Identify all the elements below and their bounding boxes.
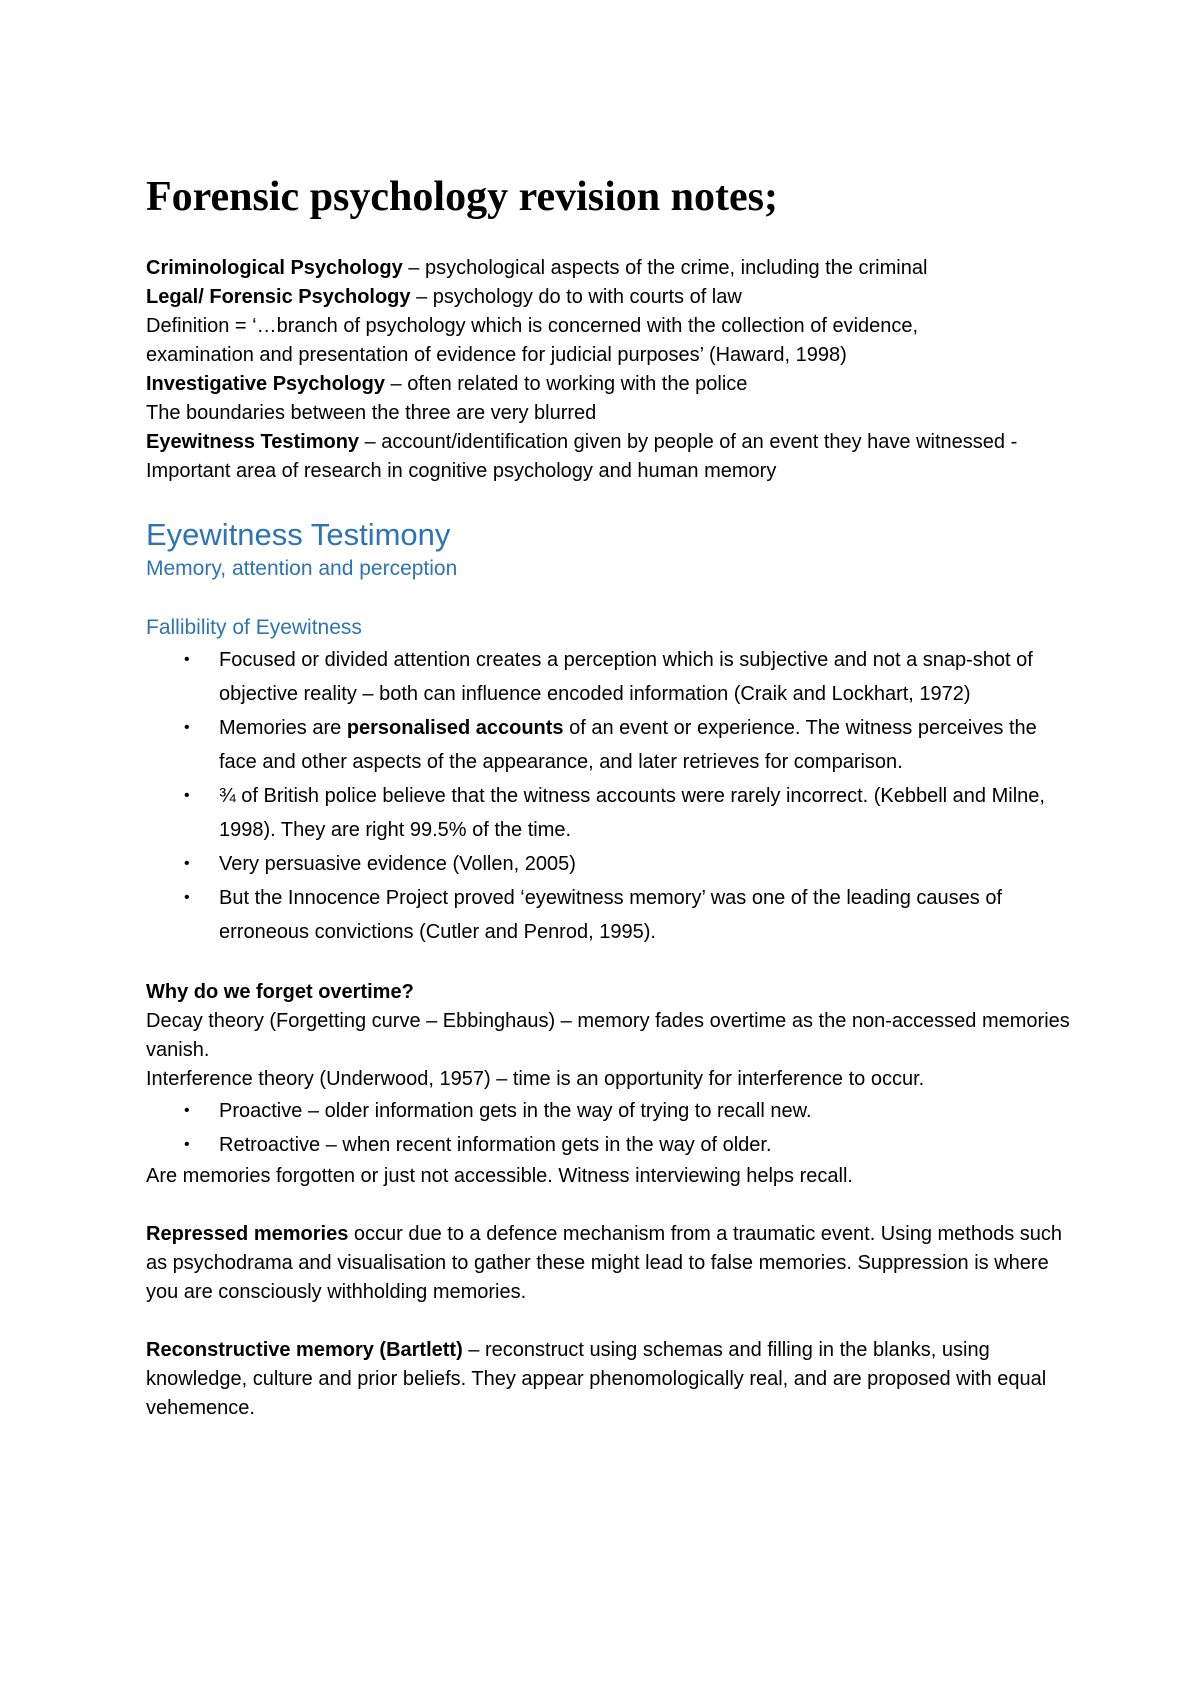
term-criminological: Criminological Psychology — [146, 257, 403, 279]
text-repressed: occur due to a defence mechanism from a traumatic event. Using methods such as psychodrama and visualisation to gather these might lead to false memories. Suppression is where you are consciously withholding memories. — [146, 1223, 1063, 1303]
definition-criminological — [146, 254, 1076, 283]
spacer — [146, 949, 1076, 978]
list-item-text: ¾ of British police believe that the witness accounts were rarely incorrect. (Kebbell and Milne, 1998). They are right 99.5% of the time. — [219, 785, 1045, 841]
section-subheading: Memory, attention and perception — [146, 557, 458, 580]
interference-list — [146, 1094, 1076, 1162]
term-eyewitness: Eyewitness Testimony — [146, 431, 360, 453]
text-investigative: – often related to working with the police — [384, 373, 748, 395]
fallibility-heading: Fallibility of Eyewitness — [146, 616, 362, 639]
bullet-icon: • — [184, 1102, 190, 1119]
definition-legal — [146, 283, 1076, 312]
text-legal: – psychology do to with courts of law — [410, 286, 742, 308]
list-item-text-pre: Memories are — [219, 717, 347, 739]
bullet-icon: • — [184, 855, 190, 872]
spacer — [146, 1307, 1076, 1336]
document-title: Forensic psychology revision notes; — [146, 174, 778, 220]
definition-line-1: Definition = ‘…branch of psychology which is concerned with the collection of evidence, — [146, 315, 919, 337]
term-legal: Legal/ Forensic Psychology — [146, 286, 411, 308]
section-heading: Eyewitness Testimony — [146, 517, 451, 552]
term-repressed: Repressed memories — [146, 1223, 349, 1245]
list-item-text: Focused or divided attention creates a perception which is subjective and not a snap-shot of objective reality – both can influence encoded information (Craik and Lockhart, 1972) — [219, 649, 1033, 705]
list-item — [146, 643, 1076, 711]
list-item — [146, 1094, 1076, 1128]
text-criminological: – psychological aspects of the crime, including the criminal — [402, 257, 928, 279]
definition-eyewitness — [146, 428, 1076, 486]
term-reconstructive: Reconstructive memory (Bartlett) — [146, 1339, 463, 1361]
spacer — [146, 1191, 1076, 1220]
text-reconstructive: – reconstruct using schemas and filling in the blanks, using knowledge, culture and prior beliefs. They appear phenomologically real, and are proposed with equal vehemence. — [146, 1339, 1047, 1419]
list-item-text: Very persuasive evidence (Vollen, 2005) — [219, 853, 576, 875]
fallibility-list — [146, 643, 1076, 949]
list-item-text: Retroactive – when recent information gets in the way of older. — [219, 1134, 772, 1156]
list-item-text: But the Innocence Project proved ‘eyewitness memory’ was one of the leading causes of erroneous convictions (Cutler and Penrod, 1995). — [219, 887, 1003, 943]
bullet-icon: • — [184, 719, 190, 736]
forget-closing: Are memories forgotten or just not accessible. Witness interviewing helps recall. — [146, 1165, 853, 1187]
list-item — [146, 711, 1076, 779]
list-item — [146, 779, 1076, 847]
reconstructive-paragraph — [146, 1336, 1076, 1423]
list-item — [146, 881, 1076, 949]
list-item-text: Proactive – older information gets in the way of trying to recall new. — [219, 1100, 812, 1122]
bullet-icon: • — [184, 787, 190, 804]
definition-line-2: examination and presentation of evidence for judicial purposes’ (Haward, 1998) — [146, 344, 847, 366]
list-item-text-post: of an event or experience. The witness perceives the face and other aspects of the appearance, and later retrieves for comparison. — [219, 717, 1037, 773]
term-investigative: Investigative Psychology — [146, 373, 385, 395]
list-item-text-bold: personalised accounts — [346, 717, 564, 739]
bullet-icon: • — [184, 651, 190, 668]
forget-heading: Why do we forget overtime? — [146, 981, 414, 1003]
interference-theory: Interference theory (Underwood, 1957) – time is an opportunity for interference to occur. — [146, 1068, 925, 1090]
document-content — [146, 172, 1076, 1423]
repressed-paragraph — [146, 1220, 1076, 1307]
list-item — [146, 847, 1076, 881]
bullet-icon: • — [184, 889, 190, 906]
spacer — [146, 584, 1076, 613]
text-eyewitness: – account/identification given by people of an event they have witnessed - Important area of research in cognitive psychology and human memory — [146, 431, 1018, 482]
bullet-icon: • — [184, 1136, 190, 1153]
list-item — [146, 1128, 1076, 1162]
boundaries-text: The boundaries between the three are very blurred — [146, 402, 597, 424]
definition-investigative — [146, 370, 1076, 399]
decay-theory: Decay theory (Forgetting curve – Ebbinghaus) – memory fades overtime as the non-accessed memories vanish. — [146, 1010, 1070, 1061]
